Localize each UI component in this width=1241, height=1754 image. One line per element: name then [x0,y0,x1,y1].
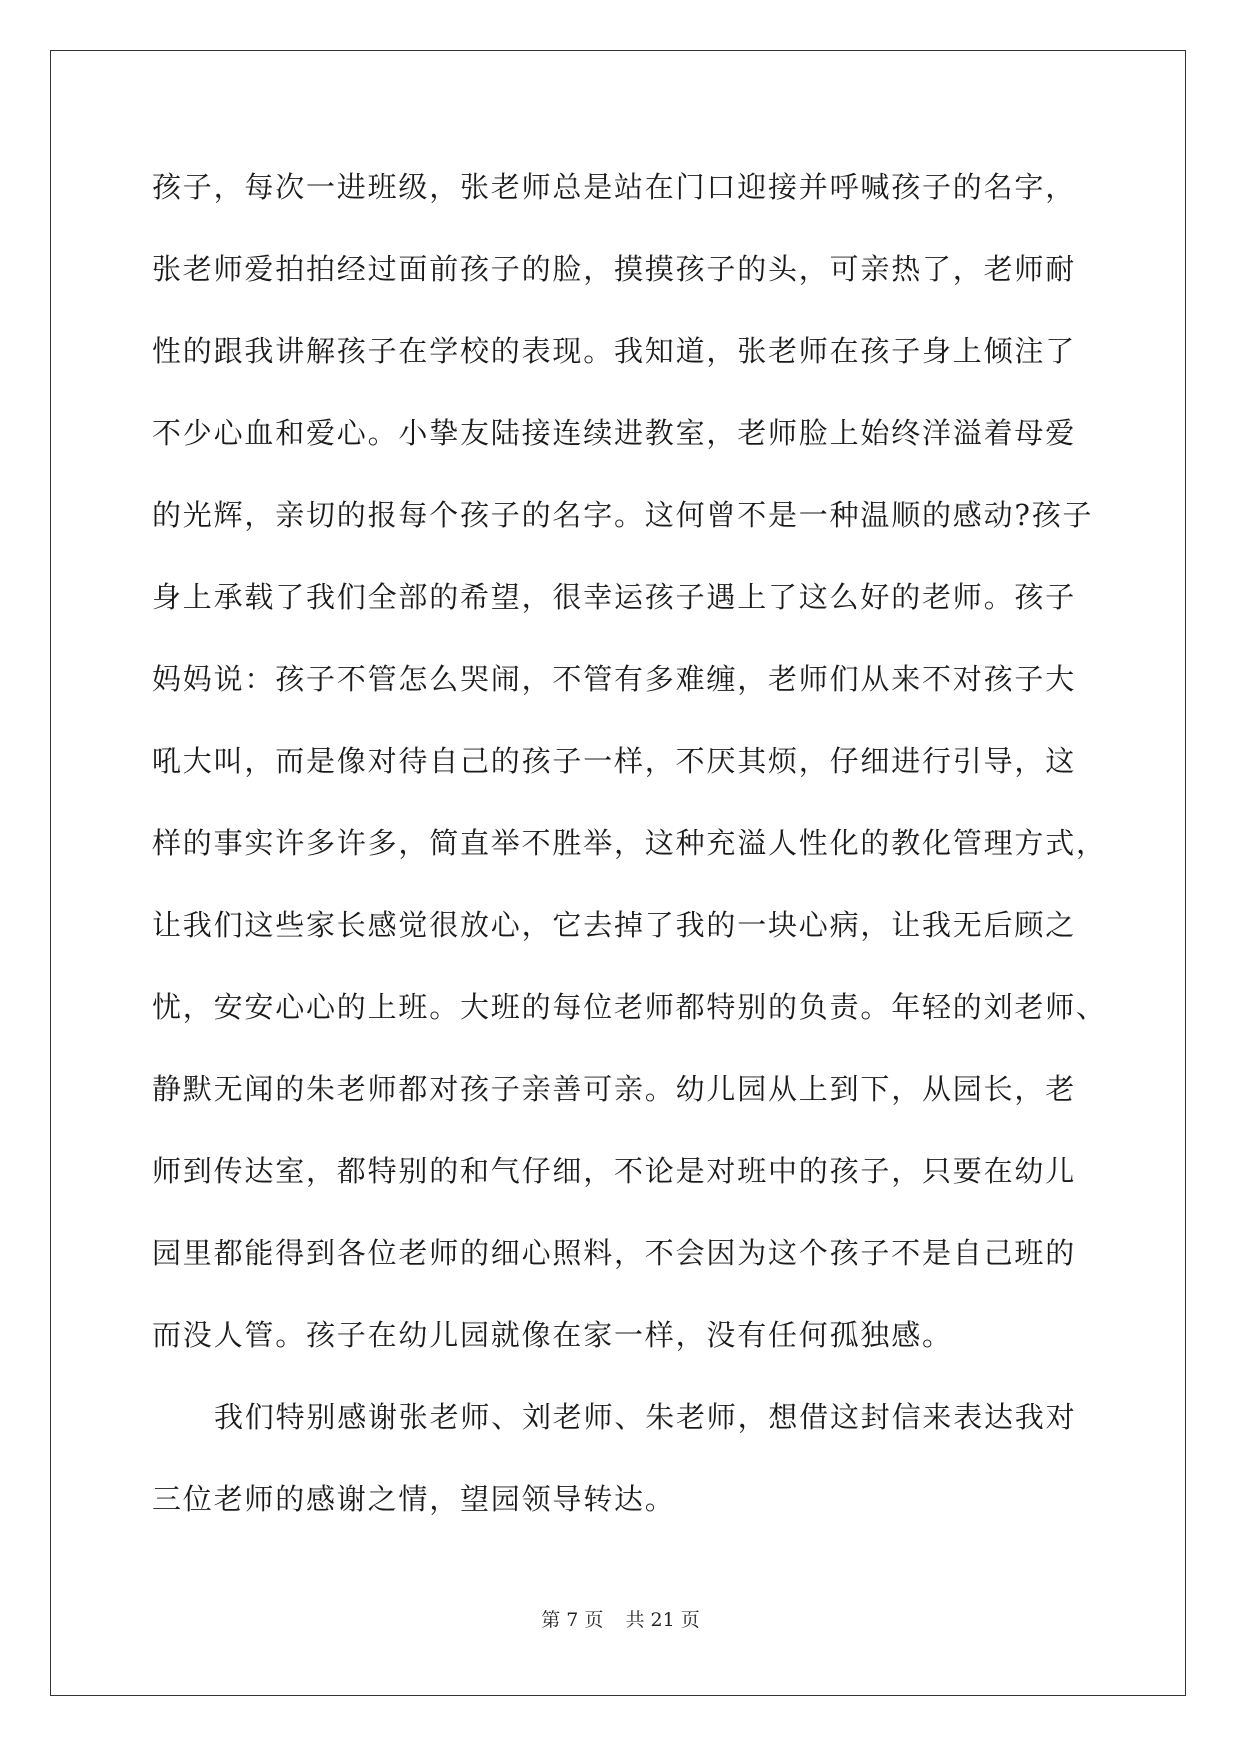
text-line: 忧，安安心心的上班。大班的每位老师都特别的负责。年轻的刘老师、 [152,990,1107,1024]
text-line: 园里都能得到各位老师的细心照料，不会因为这个孩子不是自己班的 [152,1236,1077,1270]
text-line: 不少心血和爱心。小挚友陆接连续进教室，老师脸上始终洋溢着母爱 [152,416,1077,450]
text-line: 三位老师的感谢之情，望园领导转达。 [152,1482,676,1516]
text-line: 而没人管。孩子在幼儿园就像在家一样，没有任何孤独感。 [152,1318,953,1352]
page-total: 共 21 页 [625,1609,700,1631]
text-line: 性的跟我讲解孩子在学校的表现。我知道，张老师在孩子身上倾注了 [152,334,1077,368]
paragraph-start-line: 我们特别感谢张老师、刘老师、朱老师，想借这封信来表达我对 [214,1400,1077,1434]
text-line: 妈妈说：孩子不管怎么哭闹，不管有多难缠，老师们从来不对孩子大 [152,662,1077,696]
text-line: 的光辉，亲切的报每个孩子的名字。这何曾不是一种温顺的感动?孩子 [152,498,1094,532]
page-footer [0,1605,1241,1632]
text-line: 身上承载了我们全部的希望，很幸运孩子遇上了这么好的老师。孩子 [152,580,1077,614]
text-line: 让我们这些家长感觉很放心，它去掉了我的一块心病，让我无后顾之 [152,908,1077,942]
page-number: 第 7 页 [541,1609,604,1631]
text-line: 张老师爱拍拍经过面前孩子的脸，摸摸孩子的头，可亲热了，老师耐 [152,252,1077,286]
text-line: 吼大叫，而是像对待自己的孩子一样，不厌其烦，仔细进行引导，这 [152,744,1077,778]
letter-body [152,162,1107,1556]
text-line: 孩子，每次一进班级，张老师总是站在门口迎接并呼喊孩子的名字， [152,170,1077,204]
text-line: 静默无闻的朱老师都对孩子亲善可亲。幼儿园从上到下，从园长，老 [152,1072,1077,1106]
text-line: 师到传达室，都特别的和气仔细，不论是对班中的孩子，只要在幼儿 [152,1154,1077,1188]
text-line: 样的事实许多许多，简直举不胜举，这种充溢人性化的教化管理方式， [152,826,1107,860]
